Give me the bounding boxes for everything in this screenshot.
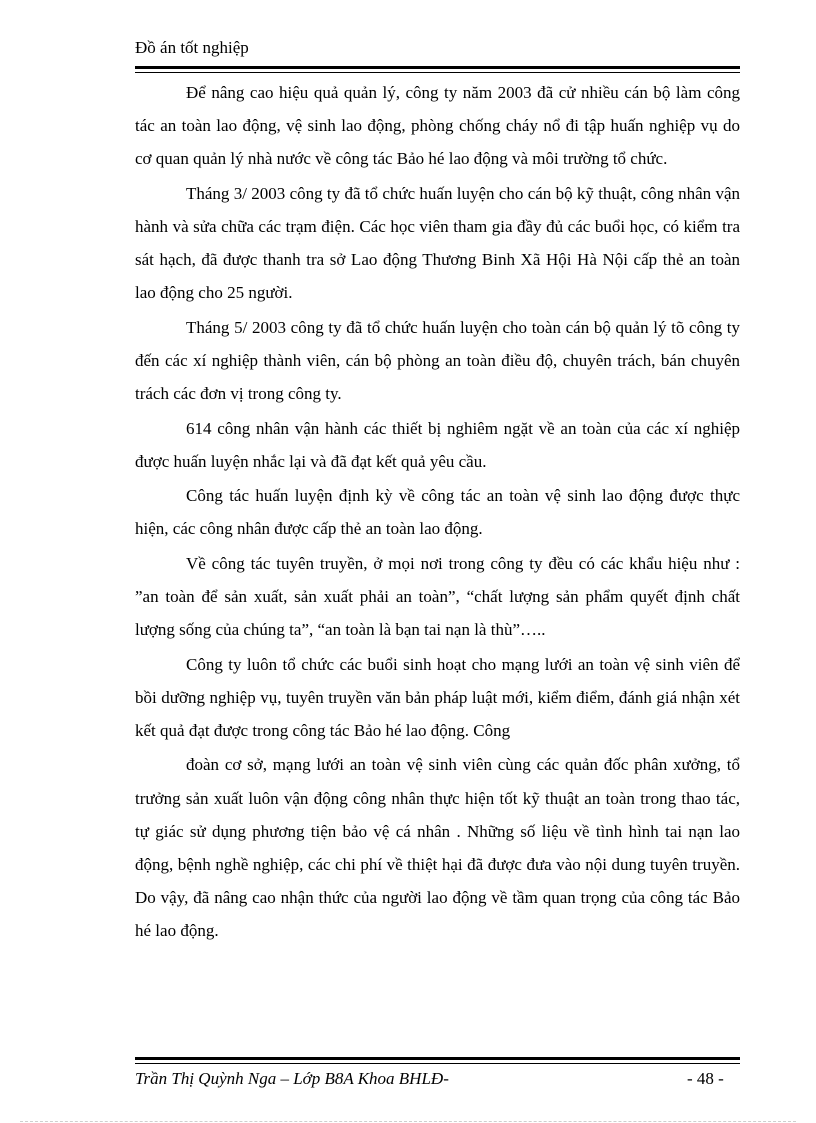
- paragraph: đoàn cơ sở, mạng lưới an toàn vệ sinh viên cùng các quản đốc phân xưởng, tổ trưởng sản xuất luôn vận động công nhân thực hiện tốt kỹ thuật an toàn trong thao tác, tự giác sử dụng phương tiện bảo vệ cá nhân . Những số liệu về tình hình tai nạn lao động, bệnh nghề nghiệp, các chi phí về thiệt hại đã được đưa vào nội dung tuyên truyền. Do vậy, đã nâng cao nhận thức của người lao động về tầm quan trọng của công tác Bảo hé lao động.: [135, 755, 740, 941]
- paragraph: Tháng 3/ 2003 công ty đã tổ chức huấn luyện cho cán bộ kỹ thuật, công nhân vận hành và sửa chữa các trạm điện. Các học viên tham gia đầy đủ các buổi học, có kiểm tra sát hạch, đã được thanh tra sở Lao động Thương Binh Xã Hội Hà Nội cấp thẻ an toàn lao động cho 25 người.: [135, 183, 740, 303]
- page-number: - 48 -: [687, 1069, 724, 1088]
- footer-divider: [135, 1057, 740, 1064]
- page-edge: [20, 1121, 796, 1122]
- document-header-title: Đồ án tốt nghiệp: [135, 38, 249, 57]
- paragraph: 614 công nhân vận hành các thiết bị nghiêm ngặt về an toàn của các xí nghiệp được huấn luyện nhắc lại và đã đạt kết quả yêu cầu.: [135, 418, 740, 471]
- paragraph: Tháng 5/ 2003 công ty đã tổ chức huấn luyện cho toàn cán bộ quản lý tõ công ty đến các xí nghiệp thành viên, cán bộ phòng an toàn điều độ, chuyên trách, bán chuyên trách các đơn vị trong công ty.: [135, 317, 740, 404]
- footer-author: Trần Thị Quỳnh Nga – Lớp B8A Khoa BHLĐ-: [135, 1069, 449, 1088]
- paragraph: Để nâng cao hiệu quả quản lý, công ty năm 2003 đã cử nhiều cán bộ làm công tác an toàn lao động, vệ sinh lao động, phòng chống cháy nổ đi tập huấn nghiệp vụ do cơ quan quản lý nhà nước về công tác Bảo hé lao động và môi trường tổ chức.: [135, 83, 740, 169]
- header-divider: [135, 66, 740, 73]
- paragraph: Công ty luôn tổ chức các buổi sinh hoạt cho mạng lưới an toàn vệ sinh viên để bồi dưỡng nghiệp vụ, tuyên truyền văn bản pháp luật mới, kiểm điểm, đánh giá nhận xét kết quả đạt được trong công tác Bảo hé lao động. Công: [135, 654, 740, 740]
- document-body: [135, 76, 740, 949]
- paragraph: Về công tác tuyên truyền, ở mọi nơi trong công ty đều có các khẩu hiệu như : ”an toàn để sản xuất, sản xuất phải an toàn”, “chất lượng sản phẩm quyết định chất lượng sống của chúng ta”, “an toàn là bạn tai nạn là thù”…..: [135, 553, 740, 640]
- paragraph: Công tác huấn luyện định kỳ về công tác an toàn vệ sinh lao động được thực hiện, các công nhân được cấp thẻ an toàn lao động.: [135, 486, 740, 539]
